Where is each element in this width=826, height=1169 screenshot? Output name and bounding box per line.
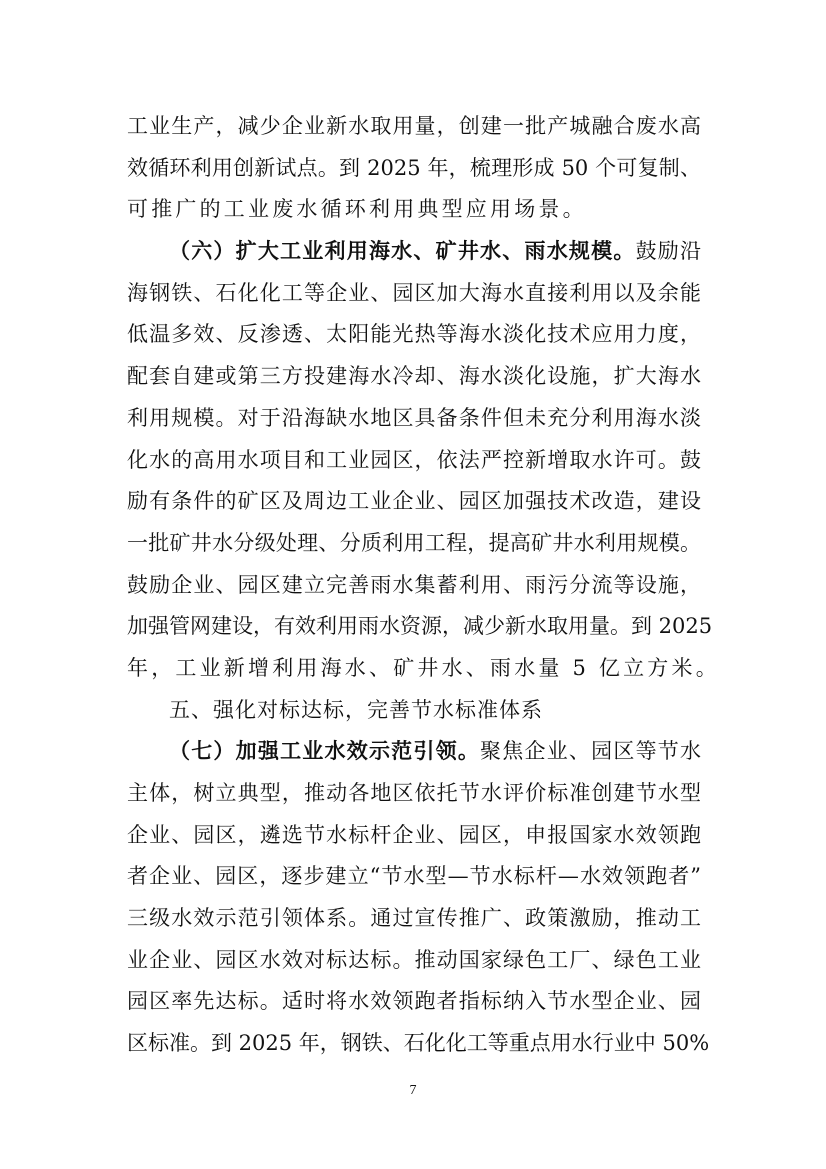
paragraph-line: 配套自建或第三方投建海水冷却、海水淡化设施，扩大海水: [127, 364, 701, 389]
page-number: 7: [409, 1083, 417, 1098]
paragraph-line: 主体，树立典型，推动各地区依托节水评价标准创建节水型: [127, 781, 701, 805]
paragraph-line: 区标准。到 2025 年，钢铁、石化化工等重点用水行业中 50%: [127, 1031, 710, 1056]
paragraph-line: 利用规模。对于沿海缺水地区具备条件但未充分利用海水淡: [127, 405, 701, 430]
section-seven-title: （七）加强工业水效示范引领。: [169, 739, 481, 764]
paragraph-line: 年，工业新增利用海水、矿井水、雨水量 5 亿立方米。: [127, 655, 720, 680]
paragraph-line: 鼓励企业、园区建立完善雨水集蓄利用、雨污分流等设施，: [127, 572, 701, 597]
section-six-title: （六）扩大工业利用海水、矿井水、雨水规模。: [169, 239, 636, 264]
paragraph-line: 一批矿井水分级处理、分质利用工程，提高矿井水利用规模。: [127, 530, 701, 555]
paragraph-line: 低温多效、反渗透、太阳能光热等海水淡化技术应用力度，: [127, 322, 701, 347]
paragraph-line: 企业、园区，遴选节水标杆企业、园区，申报国家水效领跑: [127, 822, 701, 847]
paragraph-line: 三级水效示范引领体系。通过宣传推广、政策激励，推动工: [127, 906, 701, 931]
paragraph-line: 加强管网建设，有效利用雨水资源，减少新水取用量。到 2025: [127, 614, 713, 639]
paragraph-line: 励有条件的矿区及周边工业企业、园区加强技术改造，建设: [127, 489, 701, 514]
paragraph-line: 工业生产，减少企业新水取用量，创建一批产城融合废水高: [127, 114, 701, 138]
paragraph-line: 效循环利用创新试点。到 2025 年，梳理形成 50 个可复制、: [127, 155, 701, 180]
paragraph-text: 鼓励沿: [635, 239, 702, 264]
section-six-first-line: [127, 231, 701, 273]
section-heading-five: 五、强化对标达标，完善节水标准体系: [169, 697, 543, 722]
paragraph-line: 化水的高用水项目和工业园区，依法严控新增取水许可。鼓: [127, 447, 701, 472]
body-text: [127, 106, 720, 1065]
paragraph-line: 者企业、园区，逐步建立“节水型—节水标杆—水效领跑者”: [127, 864, 701, 889]
paragraph-line: 园区率先达标。适时将水效领跑者指标纳入节水型企业、园: [127, 989, 701, 1014]
paragraph-line: 可推广的工业废水循环利用典型应用场景。: [127, 197, 587, 222]
section-seven-first-line: [127, 731, 701, 773]
paragraph-line: 业企业、园区水效对标达标。推动国家绿色工厂、绿色工业: [127, 947, 701, 972]
paragraph-line: 海钢铁、石化化工等企业、园区加大海水直接利用以及余能: [127, 280, 701, 305]
paragraph-text: 聚焦企业、园区等节水: [480, 739, 702, 764]
